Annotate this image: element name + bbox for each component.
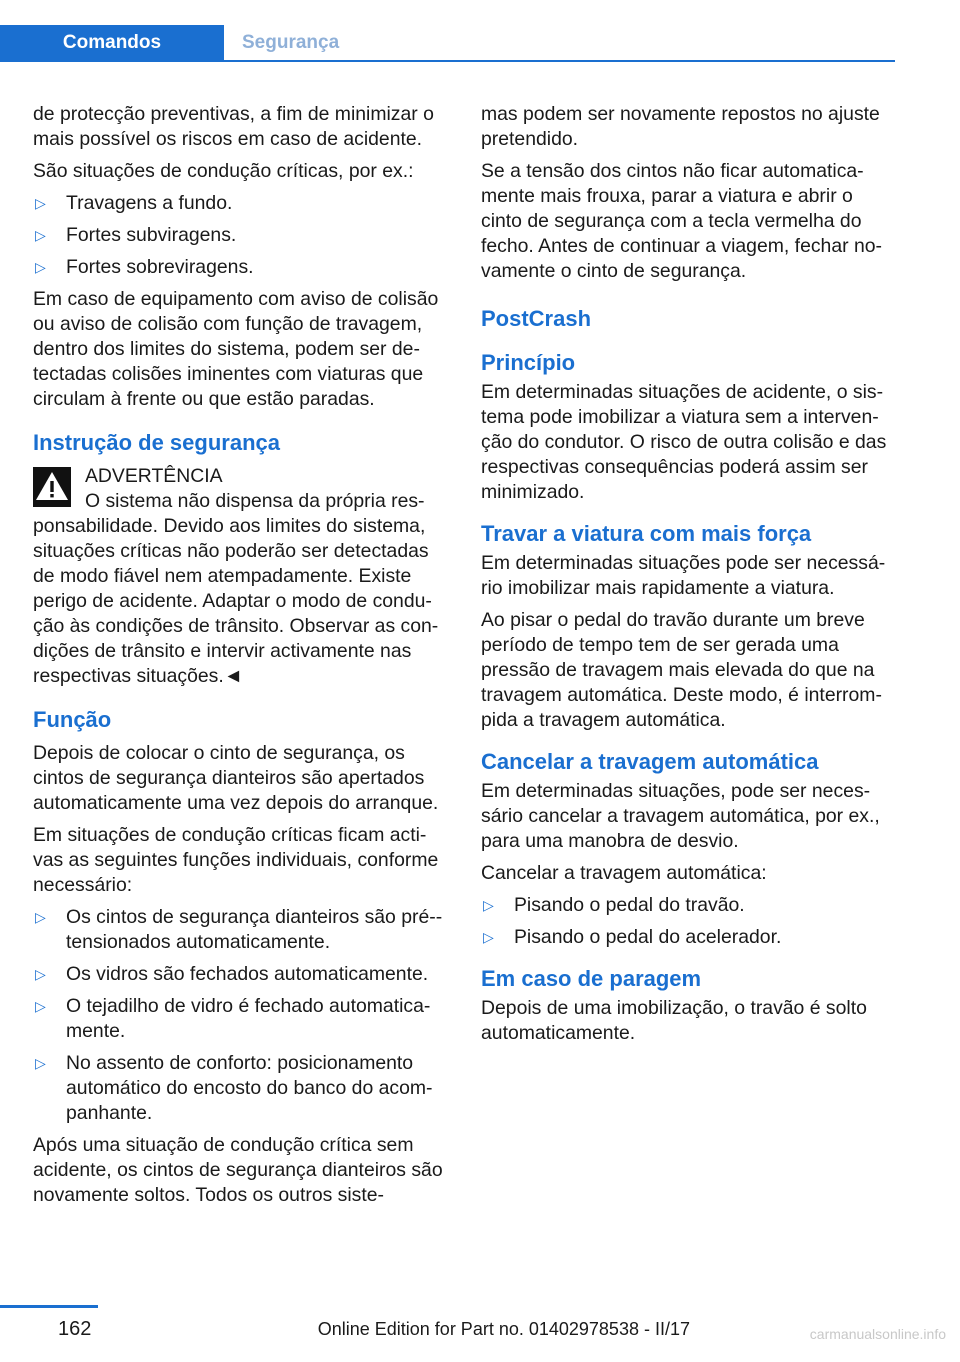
tab-seguranca[interactable]: Segurança (242, 31, 340, 53)
section-heading-instrucao: Instrução de segurança (33, 430, 280, 455)
triangle-bullet-icon: ▷ (483, 897, 494, 913)
paragraph: Se a tensão dos cintos não ficar automatica-mente mais frouxa, parar a viatura e abrir o cinto de segurança com a tecla vermelha do fecho. Antes de continuar a viagem, fechar no-vamente o cinto de segurança. (481, 160, 882, 282)
paragraph: Em caso de equipamento com aviso de colisão ou aviso de colisão com função de travagem, dentro dos limites do sistema, podem ser de-tectadas colisões iminentes com viaturas que circulam à frente ou que estão paradas. (33, 288, 439, 410)
paragraph: Ao pisar o pedal do travão durante um breve período de tempo tem de ser gerada uma pressão de travagem mais elevada do que na travagem automática. Deste modo, é interrom-pida a travagem automática. (481, 609, 882, 731)
subheading-cancelar: Cancelar a travagem automática (481, 749, 819, 774)
paragraph: mas podem ser novamente repostos no ajuste pretendido. (481, 103, 880, 150)
header-tabs (0, 25, 339, 60)
subheading-travar: Travar a viatura com mais força (481, 521, 812, 546)
section-heading-postcrash: PostCrash (481, 306, 592, 331)
paragraph: Cancelar a travagem automática: (481, 862, 767, 884)
triangle-bullet-icon: ▷ (35, 998, 46, 1014)
list-item: ▷ Travagens a fundo. (35, 192, 233, 214)
list-item: ▷ Os vidros são fechados automaticamente. (35, 963, 429, 985)
warning-box (33, 464, 451, 689)
subheading-principio: Princípio (481, 350, 576, 375)
warning-title: ADVERTÊNCIA (85, 465, 223, 487)
paragraph: Depois de uma imobilização, o travão é solto automaticamente. (481, 997, 867, 1044)
list-item: ▷ Fortes sobreviragens. (35, 256, 254, 278)
triangle-bullet-icon: ▷ (35, 909, 46, 925)
paragraph: São situações de condução críticas, por ex.: (33, 160, 414, 182)
header-divider (0, 60, 895, 62)
list-item: ▷ Os cintos de segurança dianteiros são pré--tensionados automaticamente. (35, 906, 443, 953)
warning-first-line: O sistema não dispensa da própria res- (85, 490, 425, 512)
paragraph: Em determinadas situações de acidente, o sis-tema pode imobilizar a viatura sem a interven-ção do condutor. O risco de outra colisão e das respectivas consequências poderá assim ser minimizado. (481, 381, 887, 503)
footer-rule (0, 1305, 98, 1308)
list-item: ▷ No assento de conforto: posicionamento automático do encosto do banco do acom-panhante. (35, 1052, 433, 1124)
paragraph: de protecção preventivas, a fim de minimizar o mais possível os riscos em caso de acidente. (33, 103, 434, 150)
warning-triangle-icon (33, 467, 71, 507)
list-item: ▷ Pisando o pedal do travão. (483, 894, 745, 916)
list-item: ▷ O tejadilho de vidro é fechado automatica-mente. (35, 995, 431, 1042)
paragraph: Em determinadas situações, pode ser neces-sário cancelar a travagem automática, por ex., para uma manobra de desvio. (481, 780, 880, 852)
page-number: 162 (58, 1318, 92, 1340)
list-item: ▷ Pisando o pedal do acelerador. (483, 926, 782, 948)
triangle-bullet-icon: ▷ (35, 195, 46, 211)
triangle-bullet-icon: ▷ (35, 966, 46, 982)
edition-note: Online Edition for Part no. 01402978538 - II/17 (317, 1319, 690, 1339)
triangle-bullet-icon: ▷ (35, 227, 46, 243)
watermark: carmanualsonline.info (809, 1326, 946, 1342)
triangle-bullet-icon: ▷ (35, 1055, 46, 1071)
list-item: ▷ Fortes subviragens. (35, 224, 237, 246)
paragraph: Em situações de condução críticas ficam acti-vas as seguintes funções individuais, conforme necessário: (33, 824, 439, 896)
section-heading-funcao: Função (33, 707, 112, 732)
triangle-bullet-icon: ▷ (483, 929, 494, 945)
paragraph: Após uma situação de condução crítica sem acidente, os cintos de segurança dianteiros são novamente soltos. Todos os outros siste- (33, 1134, 443, 1206)
warning-text: ponsabilidade. Devido aos limites do sistema, situações críticas não poderão ser detectadas de modo fiável nem atempadamente. Existe perigo de acidente. Adaptar o modo de condu-ção às condições de trânsito. Observar as con-dições de trânsito e intervir activamente nas respectivas situações.◄ (33, 515, 439, 687)
right-column (481, 102, 899, 1053)
left-column (33, 102, 451, 1215)
tab-comandos[interactable]: Comandos (0, 25, 224, 60)
paragraph: Depois de colocar o cinto de segurança, os cintos de segurança dianteiros são apertados automaticamente uma vez depois do arranque. (33, 742, 439, 814)
paragraph: Em determinadas situações pode ser necessá-rio imobilizar mais rapidamente a viatura. (481, 552, 886, 599)
subheading-paragem: Em caso de paragem (481, 966, 702, 991)
triangle-bullet-icon: ▷ (35, 259, 46, 275)
